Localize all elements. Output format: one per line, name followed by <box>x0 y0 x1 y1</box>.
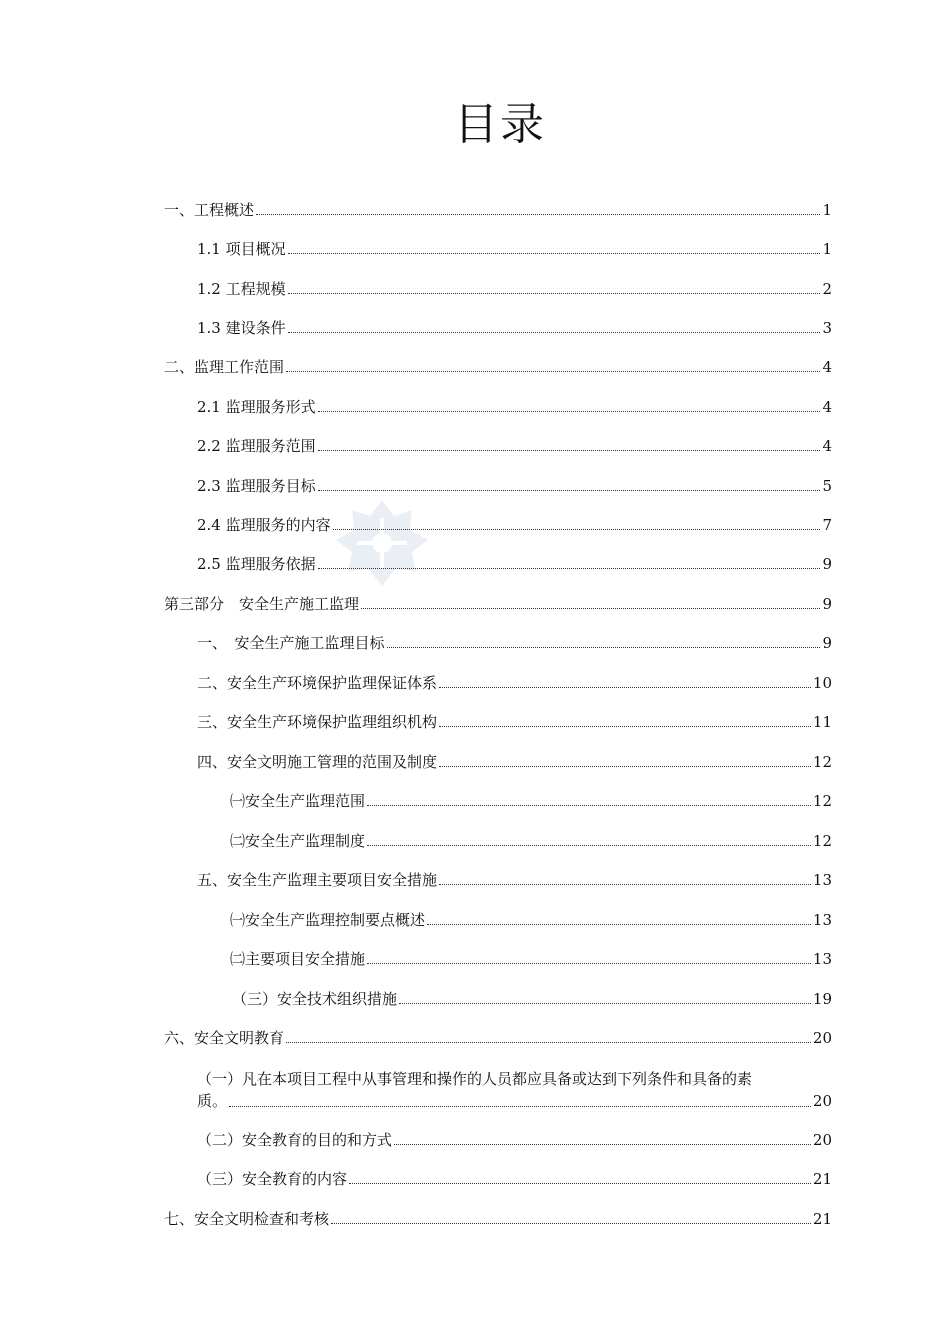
toc-entry-label: 六、安全文明教育 <box>164 1029 285 1047</box>
toc-entry[interactable] <box>164 357 832 377</box>
toc-leader-dots <box>331 1223 811 1224</box>
toc-entry[interactable] <box>230 831 832 851</box>
toc-leader-dots <box>439 884 811 885</box>
toc-leader-dots <box>439 726 811 727</box>
toc-entry-label: ㈠安全生产监理范围 <box>230 792 366 810</box>
toc-entry-page: 1 <box>822 201 832 219</box>
toc-leader-dots <box>367 963 811 964</box>
toc-entry-label: 第三部分 安全生产施工监理 <box>164 595 360 613</box>
toc-entry-label: 三、安全生产环境保护监理组织机构 <box>197 713 438 731</box>
toc-entry[interactable] <box>164 1028 832 1048</box>
toc-leader-dots <box>318 450 821 451</box>
toc-entry-page: 9 <box>822 555 832 573</box>
toc-entry[interactable] <box>197 239 832 259</box>
toc-entry[interactable] <box>197 436 832 456</box>
toc-entry-label: 二、安全生产环境保护监理保证体系 <box>197 674 438 692</box>
toc-leader-dots <box>394 1144 811 1145</box>
toc-leader-dots <box>439 687 811 688</box>
snowflake-watermark-icon <box>332 498 432 588</box>
toc-entry-page: 1 <box>822 240 832 258</box>
toc-entry-line2 <box>197 1090 832 1112</box>
toc-leader-dots <box>288 253 821 254</box>
page-title: 目录 <box>454 99 546 150</box>
toc-entry[interactable] <box>164 200 832 220</box>
toc-leader-dots <box>427 924 811 925</box>
toc-entry-label: ㈡安全生产监理制度 <box>230 832 366 850</box>
toc-entry-page: 20 <box>812 1131 832 1149</box>
toc-entry[interactable] <box>197 397 832 417</box>
toc-entry-label: 2.1 监理服务形式 <box>197 398 316 416</box>
toc-entry-label: 1.2 工程规模 <box>197 280 286 298</box>
toc-entry[interactable] <box>197 515 832 535</box>
toc-leader-dots <box>229 1106 811 1107</box>
toc-entry-multiline[interactable] <box>197 1068 832 1112</box>
toc-entry-label-line2: 质。 <box>197 1092 228 1110</box>
toc-entry-label: 2.2 监理服务范围 <box>197 437 316 455</box>
toc-entry-page: 20 <box>812 1029 832 1047</box>
toc-leader-dots <box>318 490 821 491</box>
toc-entry[interactable] <box>197 476 832 496</box>
toc-entry[interactable] <box>197 1169 832 1189</box>
toc-entry-page: 10 <box>812 674 832 692</box>
toc-entry-label: （三）安全教育的内容 <box>197 1170 348 1188</box>
toc-entry-page: 4 <box>822 398 832 416</box>
toc-entry-page: 21 <box>812 1170 832 1188</box>
toc-entry-page: 13 <box>812 950 832 968</box>
toc-leader-dots <box>399 1003 811 1004</box>
toc-entry-label: 二、监理工作范围 <box>164 358 285 376</box>
toc-entry-label: 一、 安全生产施工监理目标 <box>197 634 385 652</box>
toc-leader-dots <box>439 766 811 767</box>
toc-entry-label: （二）安全教育的目的和方式 <box>197 1131 393 1149</box>
toc-entry[interactable] <box>197 752 832 772</box>
toc-entry[interactable] <box>230 949 832 969</box>
toc-entry-page: 5 <box>822 477 832 495</box>
toc-entry[interactable] <box>197 554 832 574</box>
toc-entry[interactable] <box>197 870 832 890</box>
toc-entry-page: 20 <box>812 1092 832 1110</box>
toc-entry[interactable] <box>197 318 832 338</box>
toc-entry-page: 12 <box>812 832 832 850</box>
toc-entry-label: 2.5 监理服务依据 <box>197 555 316 573</box>
toc-entry-page: 2 <box>822 280 832 298</box>
toc-leader-dots <box>288 293 821 294</box>
toc-leader-dots <box>349 1183 811 1184</box>
toc-entry-page: 9 <box>822 595 832 613</box>
toc-entry[interactable] <box>230 910 832 930</box>
toc-entry-page: 13 <box>812 911 832 929</box>
toc-entry[interactable] <box>197 633 832 653</box>
toc-entry[interactable] <box>230 791 832 811</box>
toc-entry-page: 4 <box>822 437 832 455</box>
toc-entry-page: 19 <box>812 990 832 1008</box>
toc-leader-dots <box>318 411 821 412</box>
toc-entry-page: 9 <box>822 634 832 652</box>
toc-entry-page: 12 <box>812 753 832 771</box>
toc-entry-label-line1: （一）凡在本项目工程中从事管理和操作的人员都应具备或达到下列条件和具备的素 <box>197 1070 753 1088</box>
toc-entry[interactable] <box>164 594 832 614</box>
toc-entry[interactable] <box>197 712 832 732</box>
toc-entry-page: 7 <box>822 516 832 534</box>
toc-leader-dots <box>286 1042 811 1043</box>
toc-entry-page: 21 <box>812 1210 832 1228</box>
toc-entry-page: 4 <box>822 358 832 376</box>
toc-entry-label: （三）安全技术组织措施 <box>232 990 398 1008</box>
toc-leader-dots <box>288 332 821 333</box>
toc-entry-label: 2.3 监理服务目标 <box>197 477 316 495</box>
toc-entry-page: 11 <box>812 713 832 731</box>
toc-entry-label: 一、工程概述 <box>164 201 255 219</box>
toc-leader-dots <box>361 608 820 609</box>
toc-entry-label: 1.1 项目概况 <box>197 240 286 258</box>
toc-leader-dots <box>318 568 821 569</box>
toc-entry-label: 1.3 建设条件 <box>197 319 286 337</box>
toc-leader-dots <box>256 214 820 215</box>
toc-entry-label: 五、安全生产监理主要项目安全措施 <box>197 871 438 889</box>
toc-entry-label: ㈠安全生产监理控制要点概述 <box>230 911 426 929</box>
toc-entry[interactable] <box>197 673 832 693</box>
toc-leader-dots <box>367 845 811 846</box>
toc-entry[interactable] <box>232 989 832 1009</box>
toc-entry-label: 四、安全文明施工管理的范围及制度 <box>197 753 438 771</box>
toc-entry-page: 13 <box>812 871 832 889</box>
toc-leader-dots <box>333 529 821 530</box>
toc-entry-page: 3 <box>822 319 832 337</box>
toc-entry[interactable] <box>197 279 832 299</box>
toc-entry-label: 七、安全文明检查和考核 <box>164 1210 330 1228</box>
toc-leader-dots <box>286 371 820 372</box>
toc-entry-page: 12 <box>812 792 832 810</box>
toc-entry-label: ㈡主要项目安全措施 <box>230 950 366 968</box>
toc-entry-label: 2.4 监理服务的内容 <box>197 516 331 534</box>
toc-leader-dots <box>367 805 811 806</box>
toc-leader-dots <box>387 647 821 648</box>
toc-entry[interactable] <box>164 1209 832 1229</box>
toc-entry[interactable] <box>197 1130 832 1150</box>
